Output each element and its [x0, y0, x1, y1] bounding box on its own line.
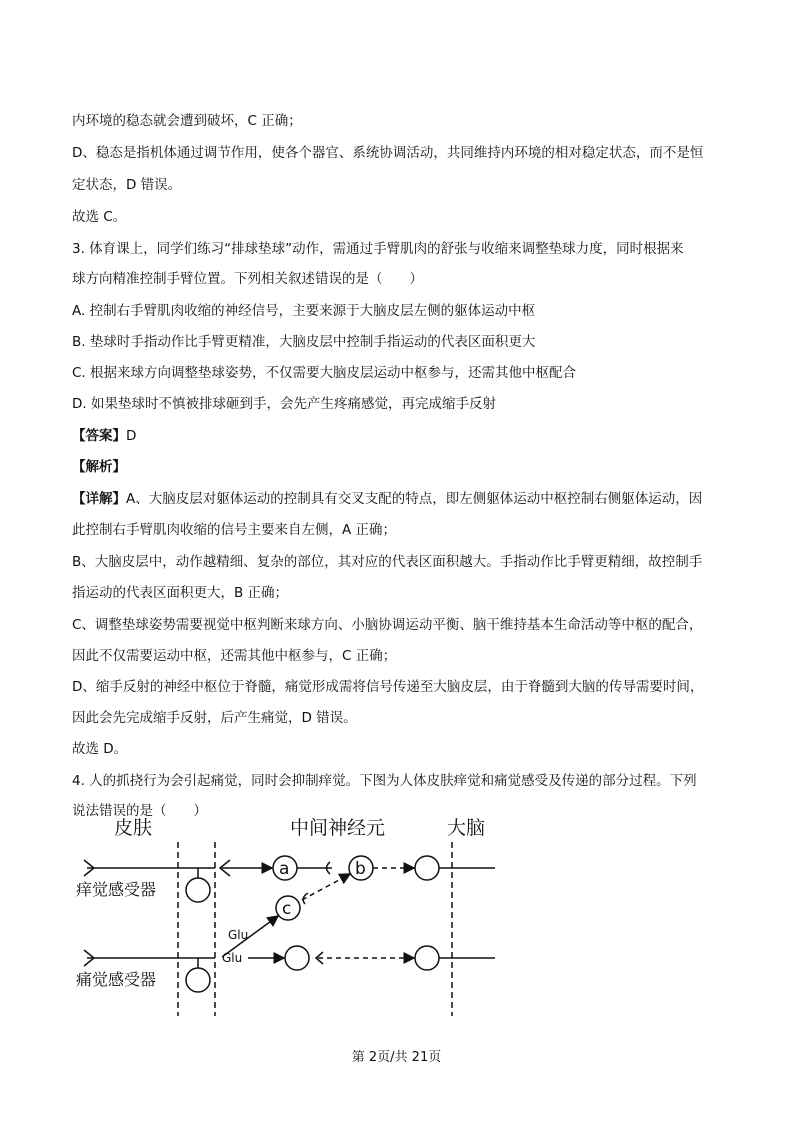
analysis-tag — [72, 458, 126, 476]
option-b: B. 垫球时手指动作比手臂更精准，大脑皮层中控制手指运动的代表区面积更大 — [72, 334, 536, 350]
answer-value: D — [126, 428, 137, 444]
question-3-stem: 3. 体育课上，同学们练习“排球垫球”动作，需通过手臂肌肉的舒张与收缩来调整垫球力度，同时根据来 — [72, 241, 684, 257]
pain-receptor-label: 痛觉感受器 — [76, 970, 157, 989]
neural-pathway-diagram — [72, 812, 512, 1018]
analysis-label: 【解析】 — [72, 459, 126, 475]
explanation-line: 此控制右手臂肌肉收缩的信号主要来自左侧，A 正确； — [72, 522, 397, 538]
text-line: D、稳态是指机体通过调节作用，使各个器官、系统协调活动，共同维持内环境的相对稳定状态，而不是恒 — [72, 145, 704, 161]
explanation-line: 因此不仅需要运动中枢，还需其他中枢参与，C 正确； — [72, 648, 397, 664]
explanation-line: 因此会先完成缩手反射，后产生痛觉，D 错误。 — [72, 710, 357, 726]
text-line: 定状态，D 错误。 — [72, 177, 182, 193]
detail-tag: 【详解】 — [72, 491, 126, 507]
c-to-b-line — [302, 874, 350, 900]
option-a: A. 控制右手臂肌肉收缩的神经信号，主要来源于大脑皮层左侧的躯体运动中枢 — [72, 303, 536, 319]
brain-pain-neuron — [415, 946, 439, 970]
neuron-b-label: b — [355, 859, 366, 879]
question-4-stem: 4. 人的抓挠行为会引起痛觉，同时会抑制痒觉。下图为人体皮肤痒觉和痛觉感受及传递的部分过程。下列 — [72, 773, 697, 789]
text-line: 内环境的稳态就会遭到破坏，C 正确； — [72, 113, 302, 129]
glu-label-upper: Glu — [228, 928, 249, 942]
answer-tag: 【答案】 — [72, 428, 126, 444]
itch-receptor-label: 痒觉感受器 — [76, 880, 157, 899]
question-3-stem: 球方向精准控制手臂位置。下列相关叙述错误的是（ ） — [72, 271, 423, 287]
neuron-a-label: a — [279, 859, 290, 879]
neuron-c-label: c — [282, 899, 292, 919]
itch-receptor — [186, 878, 210, 902]
brain-label: 大脑 — [447, 817, 486, 839]
explanation-line: B、大脑皮层中，动作越精细、复杂的部位，其对应的代表区面积越大。手指动作比手臂更精细，故控制手 — [72, 554, 703, 570]
skin-label: 皮肤 — [114, 817, 153, 839]
choose-line: 故选 D。 — [72, 741, 128, 757]
option-c: C. 根据来球方向调整垫球姿势，不仅需要大脑皮层运动中枢参与，还需其他中枢配合 — [72, 365, 577, 381]
answer-line — [72, 427, 136, 445]
explanation-line: D、缩手反射的神经中枢位于脊髓，痛觉形成需将信号传递至大脑皮层，由于脊髓到大脑的传导需要时间， — [72, 679, 704, 695]
explanation-text: A、大脑皮层对躯体运动的控制具有交叉支配的特点，即左侧躯体运动中枢控制右侧躯体运动，因 — [126, 491, 703, 507]
brain-itch-neuron — [415, 856, 439, 880]
question-4-stem: 说法错误的是（ ） — [72, 803, 207, 819]
explanation-line: 指运动的代表区面积更大，B 正确； — [72, 585, 289, 601]
pain-receptor — [186, 968, 210, 992]
page-footer: 第 2页/共 21页 — [351, 1050, 442, 1065]
glu-label-lower: Glu — [222, 951, 243, 965]
text-line: 故选 C。 — [72, 209, 127, 225]
explanation-line — [72, 490, 702, 508]
pain-interneuron — [285, 946, 309, 970]
explanation-line: C、调整垫球姿势需要视觉中枢判断来球方向、小脑协调运动平衡、脑干维持基本生命活动等中枢的配合， — [72, 617, 703, 633]
option-d: D. 如果垫球时不慎被排球砸到手，会先产生疼痛感觉，再完成缩手反射 — [72, 396, 496, 412]
interneuron-label: 中间神经元 — [290, 817, 386, 839]
